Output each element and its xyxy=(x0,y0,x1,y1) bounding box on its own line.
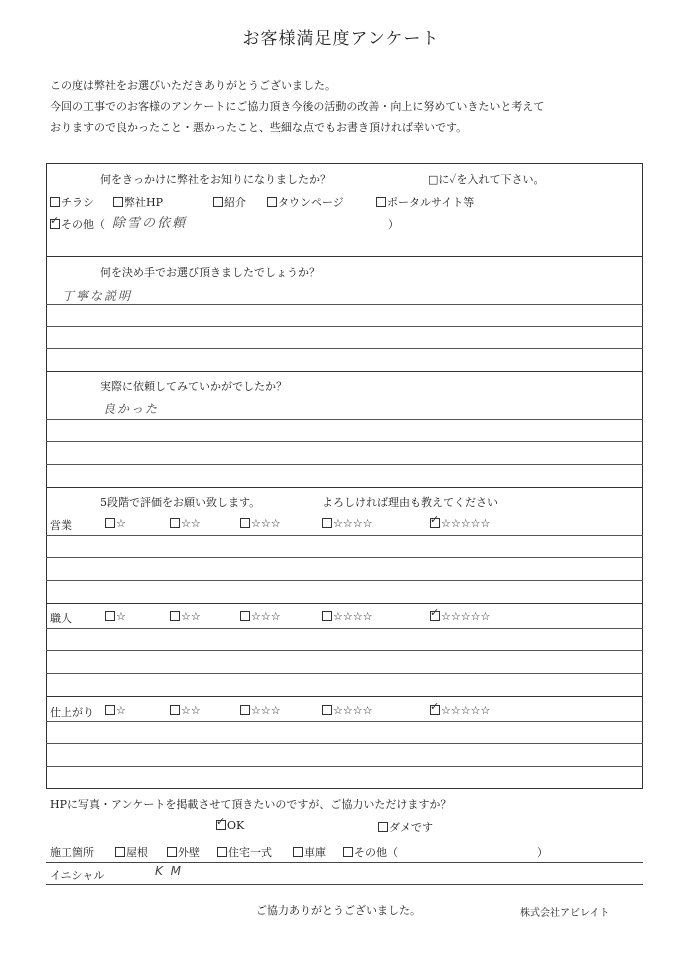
star-label: ☆☆ xyxy=(181,610,201,623)
writing-line xyxy=(46,441,643,442)
q2-answer: 丁寧な説明 xyxy=(62,289,133,303)
page-title: お客様満足度アンケート xyxy=(242,29,440,49)
checkbox-icon xyxy=(267,197,277,207)
checkbox-icon xyxy=(240,705,250,715)
writing-line xyxy=(46,721,643,722)
writing-line xyxy=(46,628,643,629)
star-label: ☆☆☆☆ xyxy=(333,517,373,530)
rating-option-2[interactable] xyxy=(170,610,201,623)
q4-question: 5段階で評価をお願い致します。 xyxy=(100,496,261,509)
option-label: 外壁 xyxy=(178,846,200,859)
rating-option-4[interactable] xyxy=(322,610,372,623)
star-label: ☆☆☆☆☆ xyxy=(441,610,491,623)
checked-box-icon xyxy=(216,820,226,830)
divider xyxy=(46,256,643,257)
hp-question: HPに写真・アンケートを掲載させて頂きたいのですが、ご協力いただけますか？ xyxy=(50,798,452,811)
location-option-roof[interactable] xyxy=(115,844,148,860)
rating-option-1[interactable] xyxy=(105,704,126,717)
writing-line xyxy=(46,650,643,651)
checkbox-icon xyxy=(322,611,332,621)
q1-option-portal[interactable] xyxy=(376,194,474,210)
rating-option-5[interactable] xyxy=(430,704,490,717)
rating-option-4[interactable] xyxy=(322,517,372,530)
option-label: タウンページ xyxy=(278,196,344,209)
writing-line xyxy=(46,743,643,744)
hp-option-ok[interactable] xyxy=(216,819,244,832)
option-label: 弊社HP xyxy=(124,196,163,209)
intro-line-2: 今回の工事でのお客様のアンケートにご協力頂き今後の活動の改善・向上に努めていきたいと考えて xyxy=(50,100,545,113)
star-label: ☆ xyxy=(116,610,126,623)
checkbox-icon xyxy=(376,197,386,207)
checkbox-icon xyxy=(170,611,180,621)
location-option-wall[interactable] xyxy=(167,844,200,860)
checkbox-icon xyxy=(322,705,332,715)
option-label: 紹介 xyxy=(224,196,246,209)
writing-line xyxy=(46,766,643,767)
initials-label: イニシャル xyxy=(50,869,105,882)
rating-row-label: 仕上がり xyxy=(50,706,94,719)
checkbox-icon xyxy=(105,705,115,715)
underline xyxy=(46,862,643,863)
option-label: 車庫 xyxy=(304,846,326,859)
rating-row-label: 営業 xyxy=(50,519,72,532)
checkbox-icon xyxy=(170,705,180,715)
option-label: ポータルサイト等 xyxy=(387,196,475,209)
checkbox-icon xyxy=(115,847,125,857)
star-label: ☆☆☆☆☆ xyxy=(441,704,491,717)
star-label: ☆ xyxy=(116,517,126,530)
checkbox-icon xyxy=(105,611,115,621)
star-label: ☆☆☆ xyxy=(251,517,281,530)
checkbox-icon xyxy=(167,847,177,857)
writing-line xyxy=(46,419,643,420)
star-label: ☆☆☆ xyxy=(251,704,281,717)
q1-option-referral[interactable] xyxy=(213,194,246,210)
company-name: 株式会社アビレイト xyxy=(520,908,610,919)
checkbox-icon xyxy=(240,611,250,621)
q1-option-hp[interactable] xyxy=(113,194,163,210)
divider xyxy=(46,603,643,604)
q1-option-other[interactable] xyxy=(50,216,105,232)
checked-box-icon xyxy=(430,705,440,715)
option-label: 屋根 xyxy=(126,846,148,859)
writing-line xyxy=(46,348,643,349)
checkbox-icon xyxy=(343,847,353,857)
checkbox-icon xyxy=(217,847,227,857)
checkbox-icon xyxy=(170,518,180,528)
checkbox-icon xyxy=(113,197,123,207)
location-label: 施工箇所 xyxy=(50,846,94,859)
hp-option-ng[interactable] xyxy=(378,819,433,835)
checkbox-icon xyxy=(105,518,115,528)
checked-box-icon xyxy=(50,219,60,229)
rating-option-3[interactable] xyxy=(240,517,281,530)
q1-question: 何をきっかけに弊社をお知りになりましたか？ xyxy=(100,173,331,186)
q4-question-reason: よろしければ理由も教えてください xyxy=(322,496,498,509)
divider xyxy=(46,371,643,372)
location-option-garage[interactable] xyxy=(293,844,326,860)
writing-line xyxy=(46,535,643,536)
checkbox-icon xyxy=(50,197,60,207)
checkbox-icon xyxy=(240,518,250,528)
option-label: OK xyxy=(227,819,245,832)
checked-box-icon xyxy=(430,518,440,528)
star-label: ☆☆☆☆ xyxy=(333,704,373,717)
rating-option-3[interactable] xyxy=(240,610,281,623)
option-label: チラシ xyxy=(61,196,94,209)
writing-line xyxy=(46,326,643,327)
star-label: ☆☆ xyxy=(181,517,201,530)
option-label: 住宅一式 xyxy=(228,846,272,859)
q1-other-close: ） xyxy=(388,218,399,231)
star-label: ☆☆ xyxy=(181,704,201,717)
writing-line xyxy=(46,464,643,465)
underline xyxy=(46,884,643,885)
q3-question: 実際に依頼してみていかがでしたか？ xyxy=(100,380,287,393)
rating-option-3[interactable] xyxy=(240,704,281,717)
divider xyxy=(46,487,643,488)
option-label: ダメです xyxy=(389,821,433,834)
rating-row-label: 職人 xyxy=(50,612,72,625)
location-option-other[interactable] xyxy=(343,844,398,860)
q1-other-answer: 除雪の依頼 xyxy=(112,216,188,231)
star-label: ☆☆☆☆☆ xyxy=(441,517,491,530)
rating-option-4[interactable] xyxy=(322,704,372,717)
rating-option-5[interactable] xyxy=(430,517,490,530)
rating-option-1[interactable] xyxy=(105,610,126,623)
writing-line xyxy=(46,673,643,674)
checkbox-icon xyxy=(213,197,223,207)
writing-line xyxy=(46,580,643,581)
intro-line-3: おりますので良かったこと・悪かったこと、些細な点でもお書き頂ければ幸いです。 xyxy=(50,121,468,134)
q2-question: 何を決め手でお選び頂きましたでしょうか？ xyxy=(100,266,320,279)
star-label: ☆☆☆ xyxy=(251,610,281,623)
writing-line xyxy=(46,304,643,305)
checkbox-icon xyxy=(378,822,388,832)
intro-line-1: この度は弊社をお選びいただきありがとうございました。 xyxy=(50,79,336,92)
q1-option-townpage[interactable] xyxy=(267,194,344,210)
star-label: ☆ xyxy=(116,704,126,717)
option-label: その他（ xyxy=(354,846,398,859)
rating-option-5[interactable] xyxy=(430,610,490,623)
option-label: その他（ xyxy=(61,218,105,231)
q3-answer: 良かった xyxy=(103,402,160,416)
star-label: ☆☆☆☆ xyxy=(333,610,373,623)
thanks-text: ご協力ありがとうございました。 xyxy=(256,904,421,917)
rating-option-2[interactable] xyxy=(170,704,201,717)
divider xyxy=(46,696,643,697)
q1-option-flyer[interactable] xyxy=(50,194,94,210)
q1-instruction: □に✓を入れて下さい。 xyxy=(428,173,545,186)
writing-line xyxy=(46,557,643,558)
checked-box-icon xyxy=(430,611,440,621)
rating-option-2[interactable] xyxy=(170,517,201,530)
checkbox-icon xyxy=(322,518,332,528)
rating-option-1[interactable] xyxy=(105,517,126,530)
initials-value: K M xyxy=(155,864,184,878)
location-other-close: ） xyxy=(537,846,548,859)
checkbox-icon xyxy=(293,847,303,857)
location-option-house[interactable] xyxy=(217,844,272,860)
